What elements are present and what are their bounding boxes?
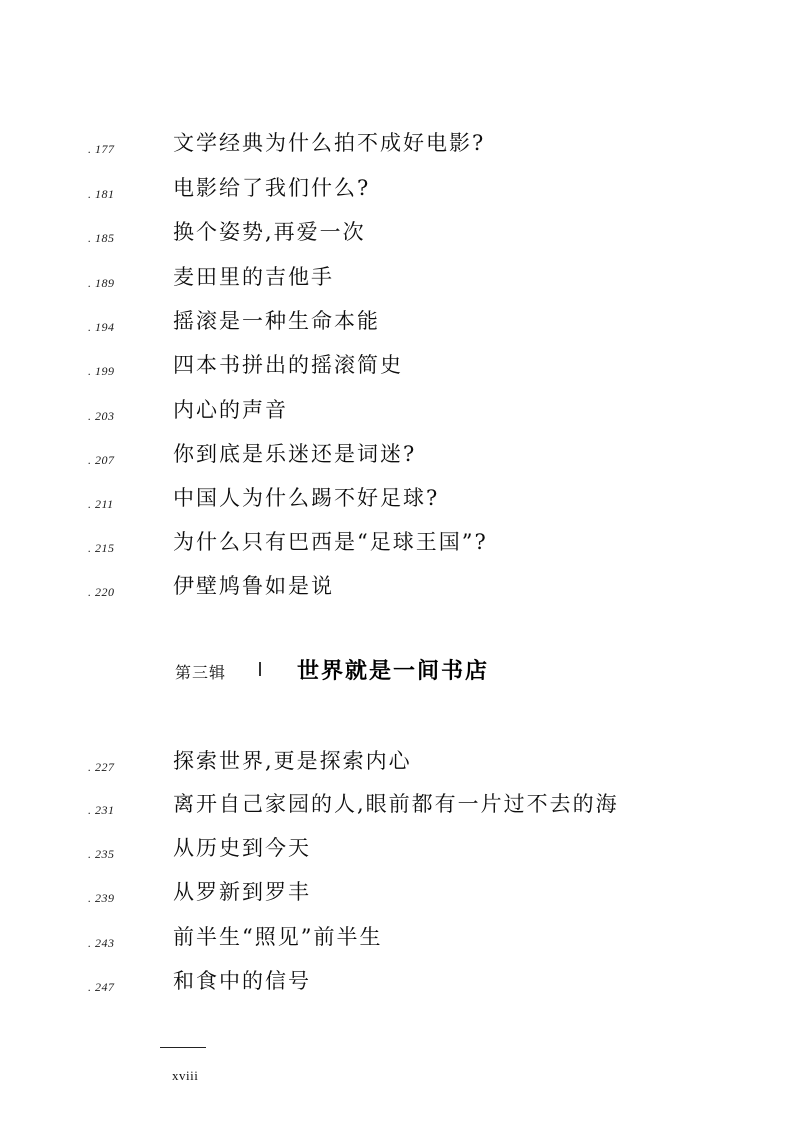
toc-entry[interactable]: [0, 439, 790, 483]
toc-entry[interactable]: [0, 306, 790, 350]
toc-page-number: . 203: [88, 409, 115, 423]
toc-page-number: . 189: [88, 276, 115, 290]
toc-entry-title: 电影给了我们什么?: [173, 176, 371, 200]
page-folio: xviii: [172, 1068, 199, 1083]
toc-page-number: . 243: [88, 936, 115, 950]
toc-page-number: . 211: [88, 497, 114, 511]
section-separator: [259, 662, 261, 676]
toc-entry[interactable]: [0, 395, 790, 439]
toc-entry-title: 摇滚是一种生命本能: [173, 309, 380, 333]
toc-entry[interactable]: [0, 173, 790, 217]
toc-page-number: . 220: [88, 585, 115, 599]
toc-page-number: . 227: [88, 760, 115, 774]
section-label: 第三辑: [175, 663, 227, 682]
toc-page-number: . 185: [88, 231, 115, 245]
toc-entry[interactable]: [0, 217, 790, 261]
toc-entry-title: 四本书拼出的摇滚简史: [173, 353, 403, 377]
section-title: 世界就是一间书店: [297, 659, 490, 684]
toc-entry[interactable]: [0, 833, 790, 877]
footer-rule: [160, 1047, 206, 1048]
toc-page-number: . 181: [88, 187, 115, 201]
toc-entry-title: 为什么只有巴西是“足球王国”?: [173, 530, 488, 554]
toc-page-number: . 231: [88, 803, 115, 817]
toc-entry[interactable]: [0, 527, 790, 571]
section-heading: [175, 654, 735, 688]
toc-entry[interactable]: [0, 350, 790, 394]
toc-page-number: . 199: [88, 364, 115, 378]
toc-entry[interactable]: [0, 128, 790, 172]
toc-page-number: . 247: [88, 980, 115, 994]
toc-entry-title: 离开自己家园的人,眼前都有一片过不去的海: [173, 792, 619, 816]
toc-entry-title: 伊壁鸠鲁如是说: [173, 574, 334, 598]
toc-entry-title: 内心的声音: [173, 398, 288, 422]
toc-entry[interactable]: [0, 262, 790, 306]
toc-page-number: . 207: [88, 453, 115, 467]
toc-entry-title: 探索世界,更是探索内心: [173, 749, 412, 773]
toc-entry[interactable]: [0, 483, 790, 527]
toc-entry[interactable]: [0, 922, 790, 966]
toc-entry[interactable]: [0, 966, 790, 1010]
toc-entry[interactable]: [0, 789, 790, 833]
toc-page-number: . 239: [88, 891, 115, 905]
toc-entry-title: 前半生“照见”前半生: [173, 925, 383, 949]
toc-entry[interactable]: [0, 877, 790, 921]
toc-entry-title: 从罗新到罗丰: [173, 880, 311, 904]
toc-page-number: . 194: [88, 320, 115, 334]
toc-page-number: . 177: [88, 142, 115, 156]
toc-entry-title: 和食中的信号: [173, 969, 311, 993]
toc-page-number: . 235: [88, 847, 115, 861]
toc-entry[interactable]: [0, 746, 790, 790]
toc-entry-title: 文学经典为什么拍不成好电影?: [173, 131, 486, 155]
toc-entry-title: 麦田里的吉他手: [173, 265, 334, 289]
toc-entry[interactable]: [0, 571, 790, 615]
toc-entry-title: 你到底是乐迷还是词迷?: [173, 442, 417, 466]
toc-entry-title: 中国人为什么踢不好足球?: [173, 486, 440, 510]
toc-entry-title: 换个姿势,再爱一次: [173, 220, 366, 244]
toc-page-number: . 215: [88, 541, 115, 555]
toc-entry-title: 从历史到今天: [173, 836, 311, 860]
